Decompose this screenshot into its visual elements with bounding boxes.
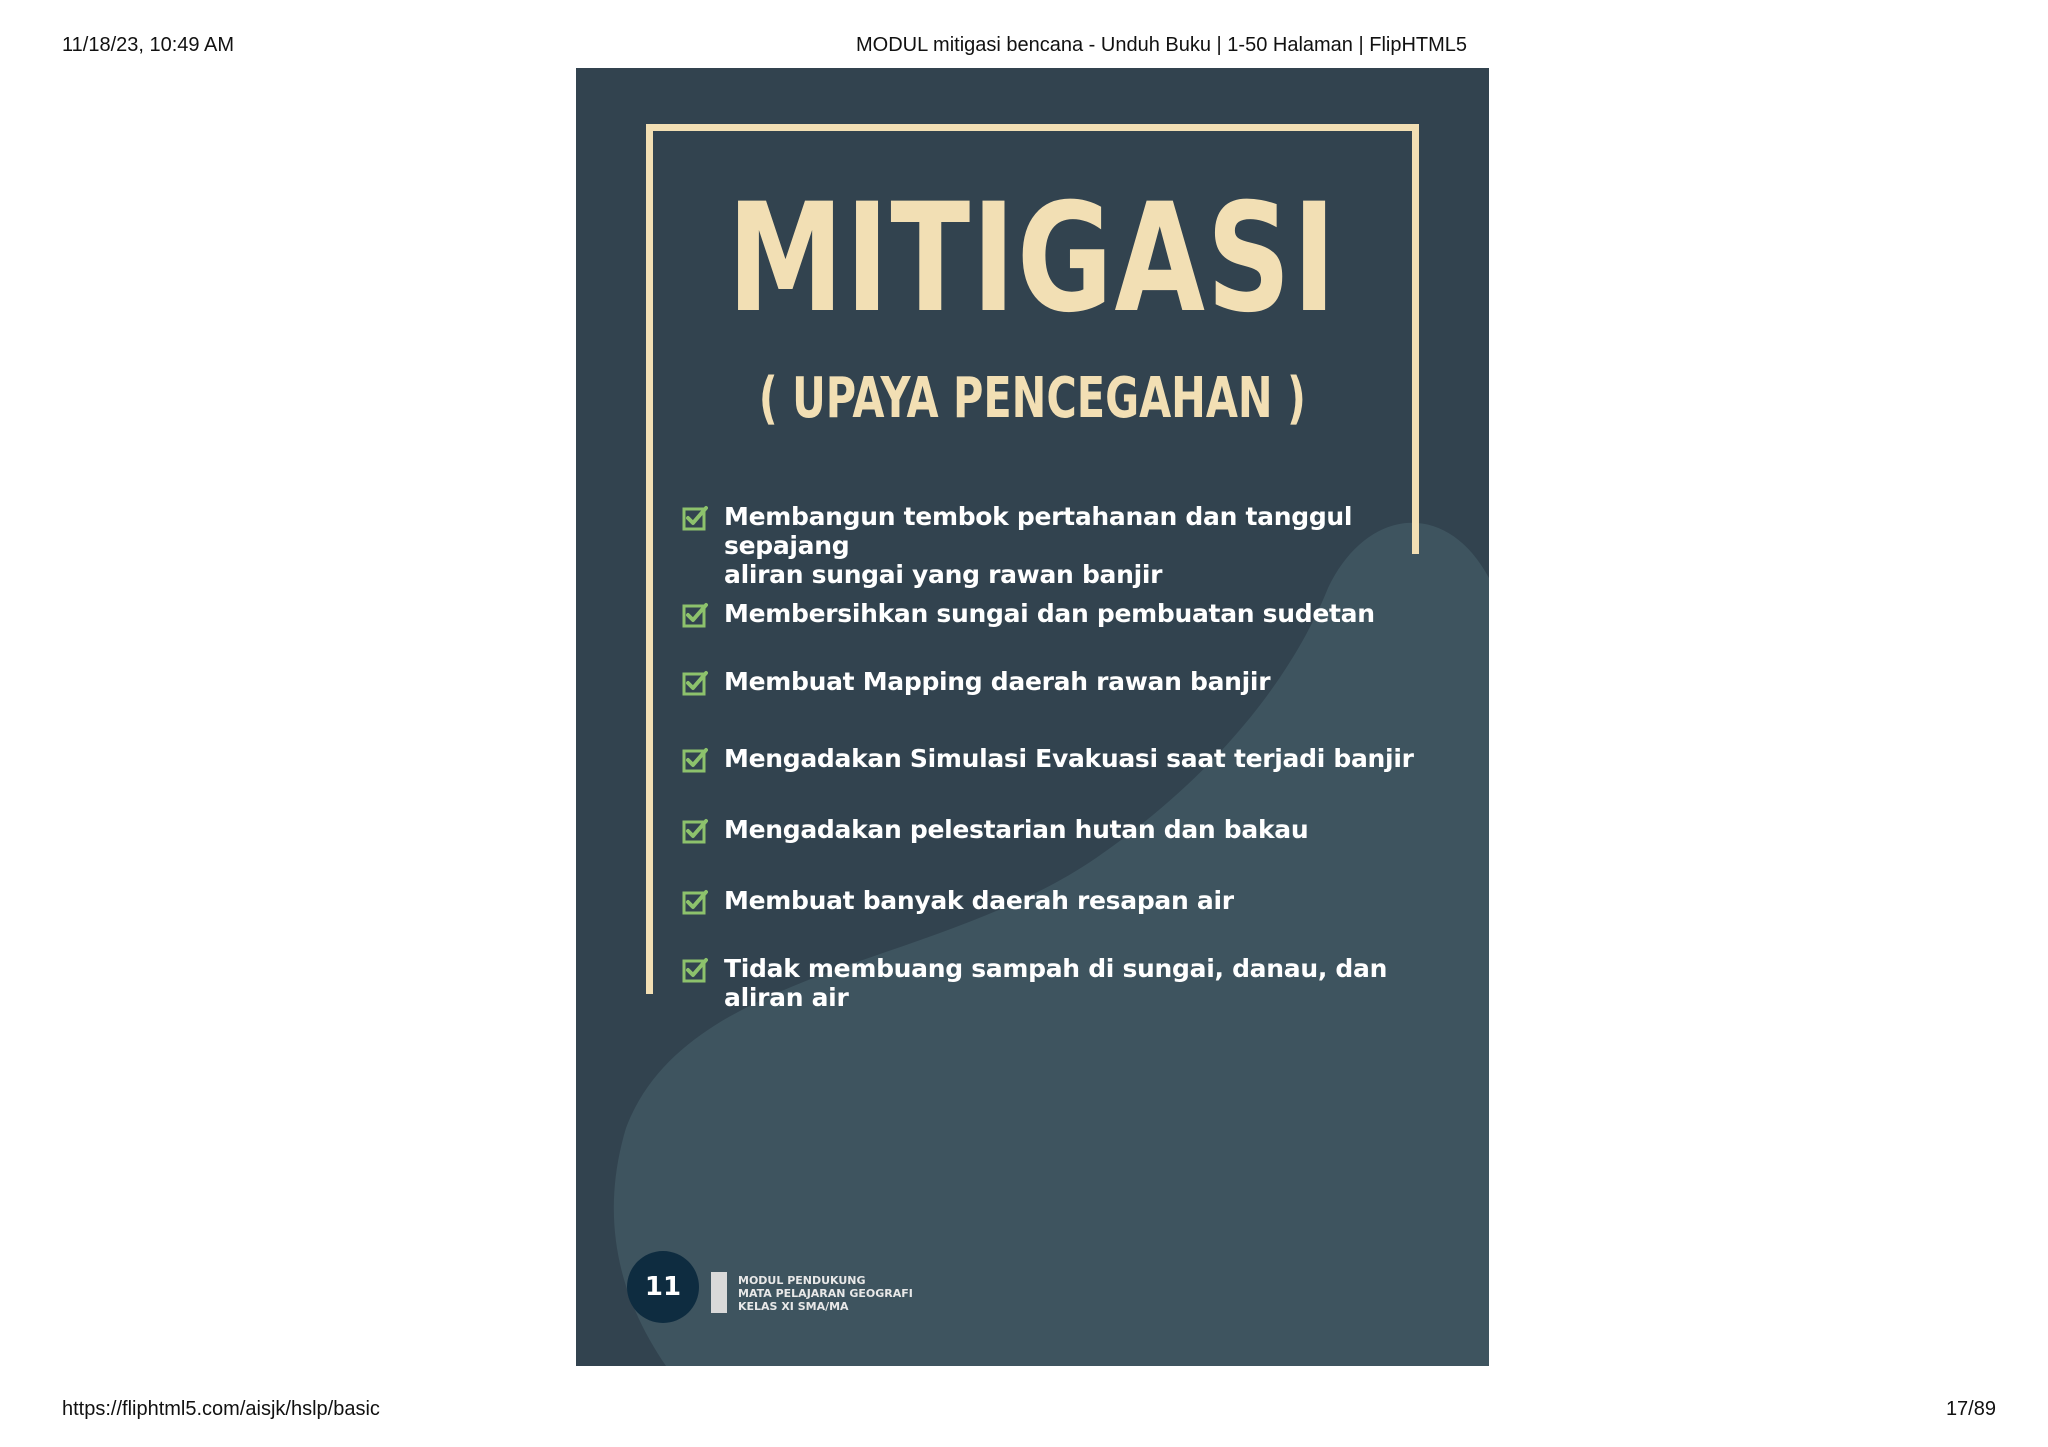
- list-item-line: aliran sungai yang rawan banjir: [724, 560, 1163, 589]
- page-title: MITIGASI: [727, 172, 1338, 346]
- list-item: [682, 744, 1462, 773]
- list-item: [682, 954, 1462, 1012]
- check-box-icon: [682, 602, 708, 628]
- check-box-icon: [682, 505, 708, 531]
- check-box-icon: [682, 889, 708, 915]
- list-item: [682, 599, 1462, 628]
- check-box-icon: [682, 670, 708, 696]
- list-item: [682, 886, 1462, 915]
- print-page-count: 17/89: [1945, 1398, 1996, 1420]
- list-item-line: Membangun tembok pertahanan dan tanggul sepajang: [724, 502, 1353, 560]
- print-document-title: MODUL mitigasi bencana - Unduh Buku | 1-50 Halaman | FlipHTML5: [856, 34, 1468, 56]
- check-box-icon: [682, 957, 708, 983]
- print-url: https://fliphtml5.com/aisjk/hslp/basic: [62, 1398, 380, 1420]
- frame-top-border: [646, 124, 1419, 131]
- list-item: [682, 667, 1462, 696]
- module-footer: [738, 1274, 913, 1313]
- list-item-line: Tidak membuang sampah di sungai, danau, dan aliran air: [724, 954, 1388, 1012]
- list-item: [682, 502, 1462, 589]
- print-datetime: 11/18/23, 10:49 AM: [62, 34, 234, 56]
- check-box-icon: [682, 747, 708, 773]
- list-item-line: Mengadakan pelestarian hutan dan bakau: [724, 815, 1309, 844]
- list-item-line: Membersihkan sungai dan pembuatan sudetan: [724, 599, 1375, 628]
- list-item-line: Membuat Mapping daerah rawan banjir: [724, 667, 1271, 696]
- footer-line: MATA PELAJARAN GEOGRAFI: [738, 1287, 913, 1300]
- frame-right-border: [1412, 124, 1419, 554]
- check-box-icon: [682, 818, 708, 844]
- frame-left-border: [646, 124, 653, 994]
- footer-divider-bar: [711, 1272, 727, 1313]
- footer-line: MODUL PENDUKUNG: [738, 1274, 866, 1287]
- page-number-badge: 11: [627, 1251, 699, 1323]
- list-item-line: Mengadakan Simulasi Evakuasi saat terjadi banjir: [724, 744, 1414, 773]
- footer-line: KELAS XI SMA/MA: [738, 1300, 849, 1313]
- list-item: [682, 815, 1462, 844]
- page-subtitle: ( UPAYA PENCEGAHAN ): [758, 366, 1306, 431]
- list-item-line: Membuat banyak daerah resapan air: [724, 886, 1234, 915]
- module-page: [576, 68, 1489, 1366]
